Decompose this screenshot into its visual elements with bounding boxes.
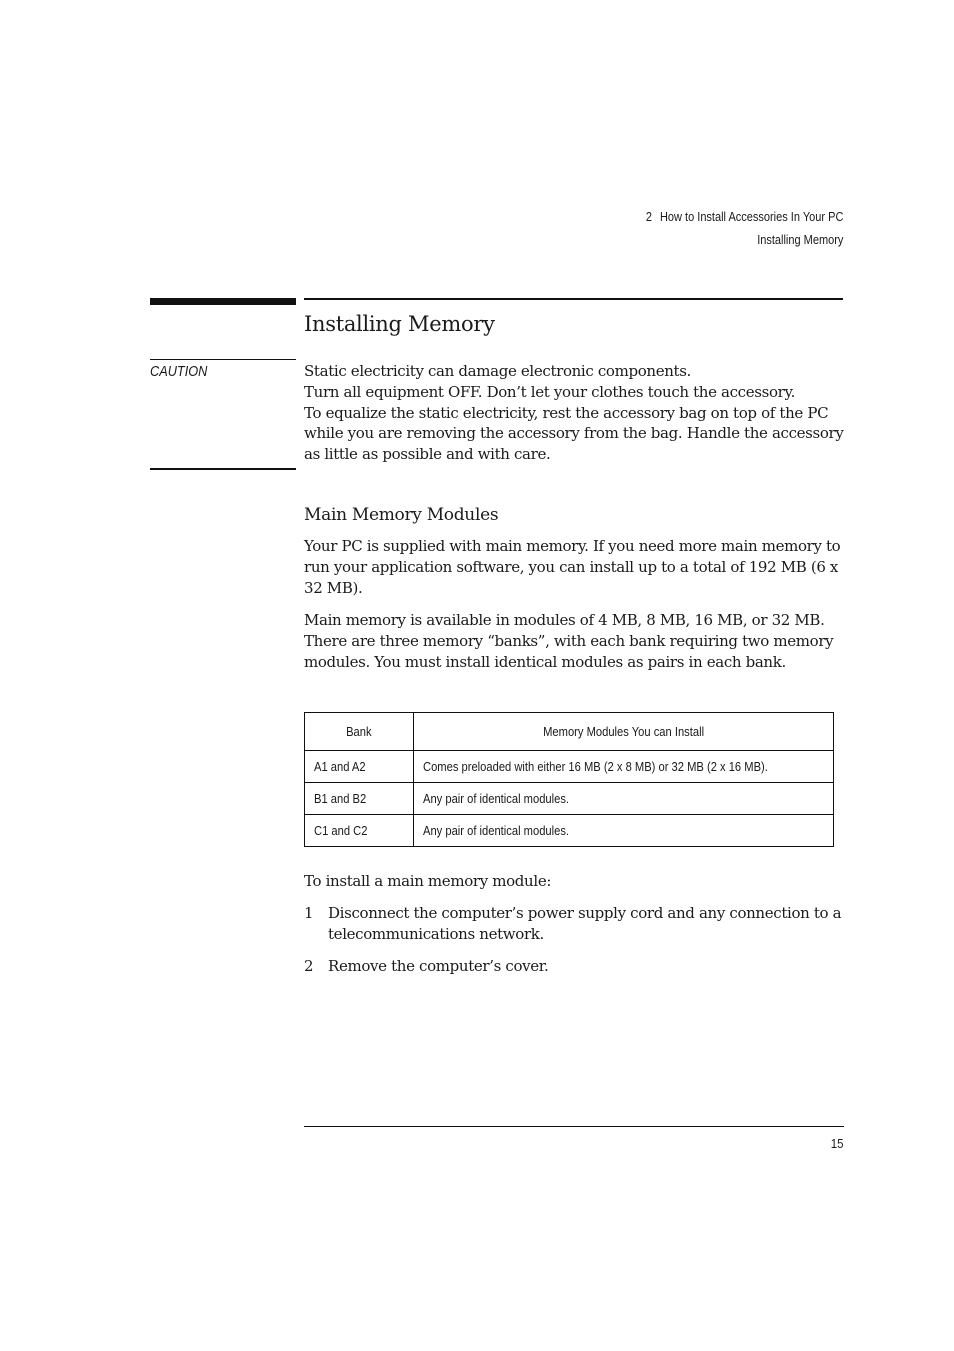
table-header-bank: Bank — [305, 713, 414, 751]
caution-label: CAUTION — [150, 363, 208, 380]
section-heading-main-memory: Main Memory Modules — [304, 505, 499, 525]
table-header-row — [305, 713, 834, 751]
running-header — [646, 206, 843, 252]
paragraph: Main memory is available in modules of 4 MB, 8 MB, 16 MB, or 32 MB. There are three memory “banks”, with each bank requiring two memory modules. You must install identical modules as pairs in each bank. — [304, 611, 834, 671]
table-cell-bank: B1 and B2 — [305, 783, 414, 815]
page-number: 15 — [830, 1136, 843, 1151]
memory-modules-table — [304, 712, 834, 847]
chapter-number: 2 — [645, 210, 652, 224]
caution-line: Turn all equipment OFF. Don’t let your clothes touch the accessory. — [304, 382, 795, 401]
procedure-step — [304, 956, 849, 977]
caution-line: To equalize the static electricity, rest the accessory bag on top of the PC while you are removing the accessory from the bag. Handle the accessory as little as possible and with care. — [304, 403, 844, 464]
table-cell-modules: Comes preloaded with either 16 MB (2 x 8 MB) or 32 MB (2 x 16 MB). — [414, 751, 834, 783]
caution-text — [304, 361, 849, 465]
section-title: Installing Memory — [756, 233, 843, 247]
step-number: 1 — [304, 904, 314, 922]
paragraph: Your PC is supplied with main memory. If you need more main memory to run your application software, you can install up to a total of 192 MB (6 x 32 MB). — [304, 537, 841, 597]
table-row — [305, 815, 834, 847]
page-title: Installing Memory — [304, 312, 495, 336]
table-cell-modules: Any pair of identical modules. — [414, 783, 834, 815]
procedure-heading: To install a main memory module: — [304, 872, 552, 890]
caution-rule-bottom — [150, 468, 296, 470]
procedure-step — [304, 903, 849, 945]
caution-line: Static electricity can damage electronic components. — [304, 362, 691, 380]
chapter-title: How to Install Accessories In Your PC — [659, 210, 843, 224]
step-number: 2 — [304, 957, 314, 975]
table-row — [305, 783, 834, 815]
chapter-line — [646, 206, 843, 229]
table-header-modules: Memory Modules You can Install — [414, 713, 834, 751]
step-text: Remove the computer’s cover. — [328, 957, 549, 975]
caution-rule-top — [150, 359, 296, 360]
table-cell-bank: C1 and C2 — [305, 815, 414, 847]
table-row — [305, 751, 834, 783]
table-cell-modules: Any pair of identical modules. — [414, 815, 834, 847]
table-cell-bank: A1 and A2 — [305, 751, 414, 783]
footer-rule — [304, 1126, 844, 1127]
heading-rule-thin — [304, 298, 843, 300]
step-text: Disconnect the computer’s power supply cord and any connection to a telecommunications network. — [328, 904, 842, 943]
heading-rule-thick — [150, 298, 296, 305]
